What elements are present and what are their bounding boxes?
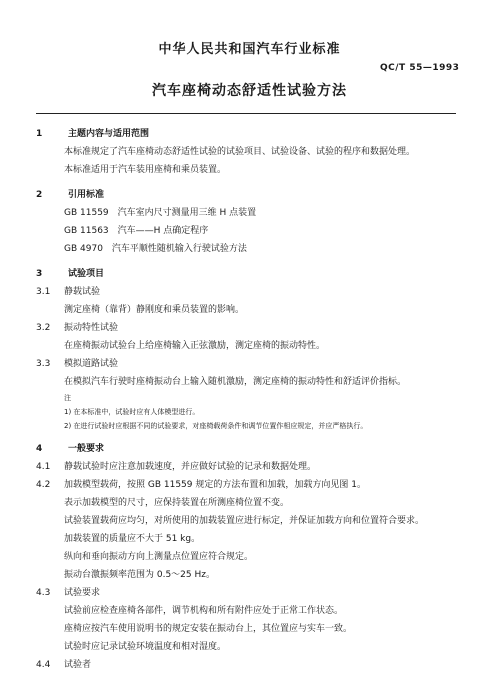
standard-code: QC/T 55—1993	[380, 63, 460, 73]
subsection-title: 模拟道路试验	[64, 359, 119, 369]
subsection-heading	[36, 458, 499, 476]
subsection-number: 4.4	[36, 660, 51, 670]
subsection-number: 4.3	[36, 588, 51, 598]
note-label: 注	[64, 394, 71, 402]
section-4	[0, 440, 499, 674]
subsection-heading	[36, 283, 499, 301]
section-heading	[36, 125, 499, 143]
document-title: 汽车座椅动态舒适性试验方法	[152, 83, 347, 99]
subsection-title: 试验者	[64, 660, 92, 670]
subsection-number: 3.3	[36, 359, 51, 369]
section-number: 2	[36, 190, 43, 200]
title-divider	[36, 113, 456, 114]
section-title: 引用标准	[68, 190, 105, 200]
subsection-text: 测定座椅（靠背）静刚度和乘员装置的影响。	[64, 305, 245, 315]
subsection-title: 试验要求	[64, 588, 101, 598]
footnote: 1) 在本标准中，试验时应有人体模型进行。	[64, 408, 200, 416]
paragraph: 加载装置的质量应不大于 51 kg。	[64, 534, 201, 544]
subsection-heading	[36, 355, 499, 373]
document-body	[0, 125, 499, 681]
reference-item: GB 4970 汽车平顺性随机输入行驶试验方法	[64, 244, 247, 254]
paragraph: 本标准适用于汽车装用座椅和乘员装置。	[64, 165, 227, 175]
subsection-heading	[36, 584, 499, 602]
reference-item: GB 11559 汽车室内尺寸测量用三维 H 点装置	[64, 208, 257, 218]
subsection-text: 试验前应检查座椅各部件，调节机构和所有附件应处于正常工作状态。	[64, 606, 344, 616]
section-number: 4	[36, 444, 43, 454]
paragraph: 本标准规定了汽车座椅动态舒适性试验的试验项目、试验设备、试验的程序和数据处理。	[64, 147, 416, 157]
subsection-text: 静载试验时应注意加载速度，并应做好试验的记录和数据处理。	[64, 462, 317, 472]
subsection-number: 3.2	[36, 323, 51, 333]
subsection-number: 4.2	[36, 480, 51, 490]
paragraph: 纵向和垂向振动方向上测量点位置应符合规定。	[64, 552, 254, 562]
standard-title: 中华人民共和国汽车行业标准	[158, 42, 341, 57]
subsection-text: 在模拟汽车行驶时座椅振动台上输入随机激励，测定座椅的振动特性和舒适评价指标。	[64, 377, 407, 387]
section-title: 主题内容与适用范围	[68, 129, 150, 139]
paragraph: 试验装置载荷应均匀，对所使用的加载装置应进行标定，并保证加载方向和位置符合要求。	[64, 516, 425, 526]
subsection-text: 在座椅振动试验台上给座椅输入正弦激励，测定座椅的振动特性。	[64, 341, 326, 351]
subsection-title: 振动特性试验	[64, 323, 119, 333]
paragraph: 试验时应记录试验环境温度和相对湿度。	[64, 642, 227, 652]
section-number: 1	[36, 129, 43, 139]
subsection-text: 加载模型载荷，按照 GB 11559 规定的方法布置和加载，加载方向见图 1。	[64, 480, 366, 490]
section-1	[0, 125, 499, 179]
subsection-heading	[36, 476, 499, 494]
subsection-heading	[36, 319, 499, 337]
section-heading	[36, 440, 499, 458]
footnote: 2) 在进行试验时应根据不同的试验要求，对座椅载荷条件和调节位置作相应规定，并应严格执行。	[64, 422, 368, 430]
section-title: 试验项目	[68, 269, 105, 279]
section-heading	[36, 265, 499, 283]
reference-item: GB 11563 汽车——H 点确定程序	[64, 226, 209, 236]
section-3	[0, 265, 499, 433]
subsection-title: 静载试验	[64, 287, 101, 297]
subsection-number: 3.1	[36, 287, 51, 297]
section-2	[0, 186, 499, 258]
paragraph: 表示加载模型的尺寸，应保持装置在所测座椅位置不变。	[64, 498, 290, 508]
section-heading	[36, 186, 499, 204]
paragraph: 振动台激振频率范围为 0.5～25 Hz。	[64, 570, 215, 580]
subsection-heading	[36, 656, 499, 674]
paragraph: 座椅应按汽车使用说明书的规定安装在振动台上，其位置应与实车一致。	[64, 624, 353, 634]
subsection-number: 4.1	[36, 462, 51, 472]
section-number: 3	[36, 269, 43, 279]
section-title: 一般要求	[68, 444, 105, 454]
